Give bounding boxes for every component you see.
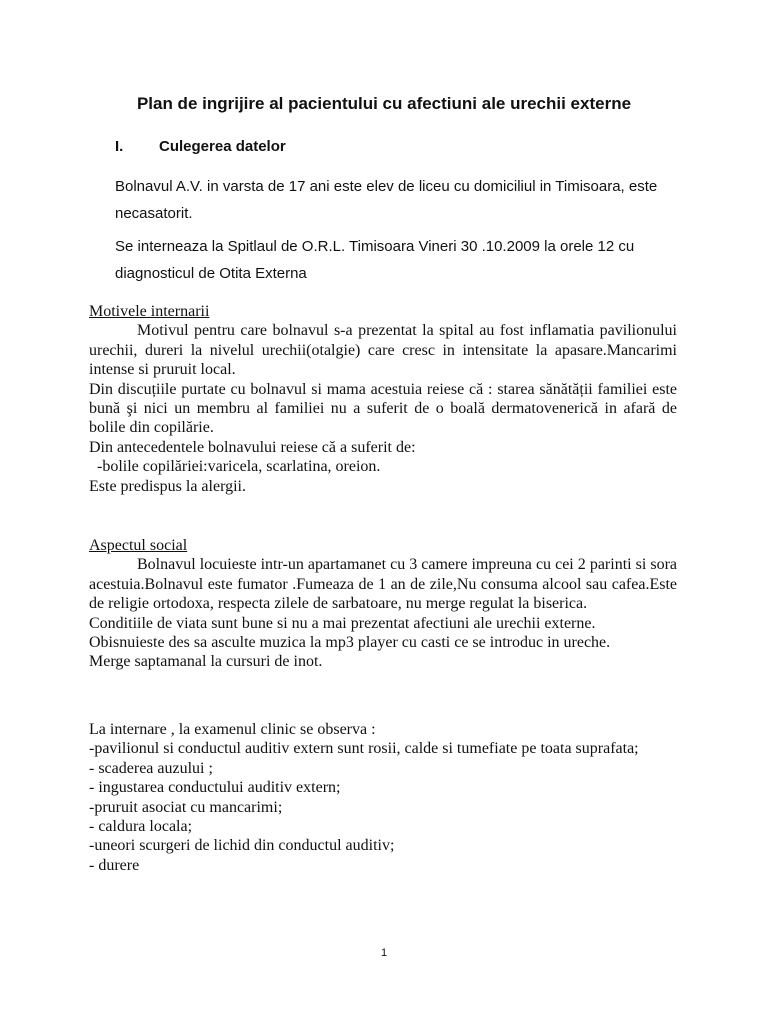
- exam-item: - durere: [89, 856, 140, 874]
- social-heading: Aspectul social: [89, 537, 188, 554]
- exam-intro: La internare , la examenul clinic se observa :: [89, 721, 376, 738]
- motive-paragraph-4: -bolile copilăriei:varicela, scarlatina, oreion.: [89, 458, 381, 476]
- exam-item: -pavilionul si conductul auditiv extern sunt rosii, calde si tumefiate pe toata suprafata;: [89, 740, 639, 758]
- exam-section: [89, 720, 677, 875]
- section-title: Culegerea datelor: [159, 138, 286, 155]
- exam-item: -uneori scurgeri de lichid din conductul auditiv;: [89, 837, 395, 855]
- motive-paragraph-3: Din antecedentele bolnavului reiese că a suferit de:: [89, 438, 416, 456]
- motive-paragraph-2: Din discuțiile purtate cu bolnavul si mama acestuia reiese că : starea sănătății familiei este bună şi nici un membru al familiei nu a suferit de o boală dermatovenerică in afară de bolile din copilărie.: [89, 380, 677, 437]
- social-paragraph-4: Merge saptamanal la cursuri de inot.: [89, 653, 323, 671]
- document-title: Plan de ingrijire al pacientului cu afectiuni ale urechii externe: [136, 94, 632, 113]
- social-section: [89, 536, 677, 672]
- social-paragraph-1: Bolnavul locuieste intr-un apartamanet cu 3 camere impreuna cu cei 2 parinti si sora acestuia.Bolnavul este fumator .Fumeaza de 1 an de zile,Nu consuma alcool sau cafea.Este de religie ortodoxa, respecta zilele de sarbatoare, nu merge regulat la biserica.: [89, 556, 677, 613]
- exam-item: - ingustarea conductului auditiv extern;: [89, 779, 341, 797]
- motive-heading: Motivele internarii: [89, 303, 210, 320]
- intro-paragraph-1: Bolnavul A.V. in varsta de 17 ani este elev de liceu cu domiciliul in Timisoara, este necasatorit.: [115, 178, 658, 222]
- intro-paragraph-2: Se interneaza la Spitlaul de O.R.L. Timisoara Vineri 30 .10.2009 la orele 12 cu diagnosticul de Otita Externa: [115, 238, 635, 282]
- social-paragraph-3: Obisnuieste des sa asculte muzica la mp3 player cu casti ce se introduc in ureche.: [89, 634, 611, 652]
- section-number: I.: [115, 138, 124, 155]
- social-paragraph-2: Conditiile de viata sunt bune si nu a mai prezentat afectiuni ale urechii externe.: [89, 614, 596, 632]
- page-number: 1: [380, 947, 388, 959]
- exam-item: - caldura locala;: [89, 818, 193, 836]
- motive-paragraph-1: Motivul pentru care bolnavul s-a prezentat la spital au fost inflamatia pavilionului urechii, dureri la nivelul urechii(otalgie) care cresc in intensitate la apasare.Mancarimi intense si pruruit local.: [89, 322, 677, 379]
- motive-paragraph-5: Este predispus la alergii.: [89, 477, 246, 495]
- exam-item: - scaderea auzului ;: [89, 759, 213, 777]
- exam-item: -pruruit asociat cu mancarimi;: [89, 798, 283, 816]
- motive-section: [89, 302, 677, 496]
